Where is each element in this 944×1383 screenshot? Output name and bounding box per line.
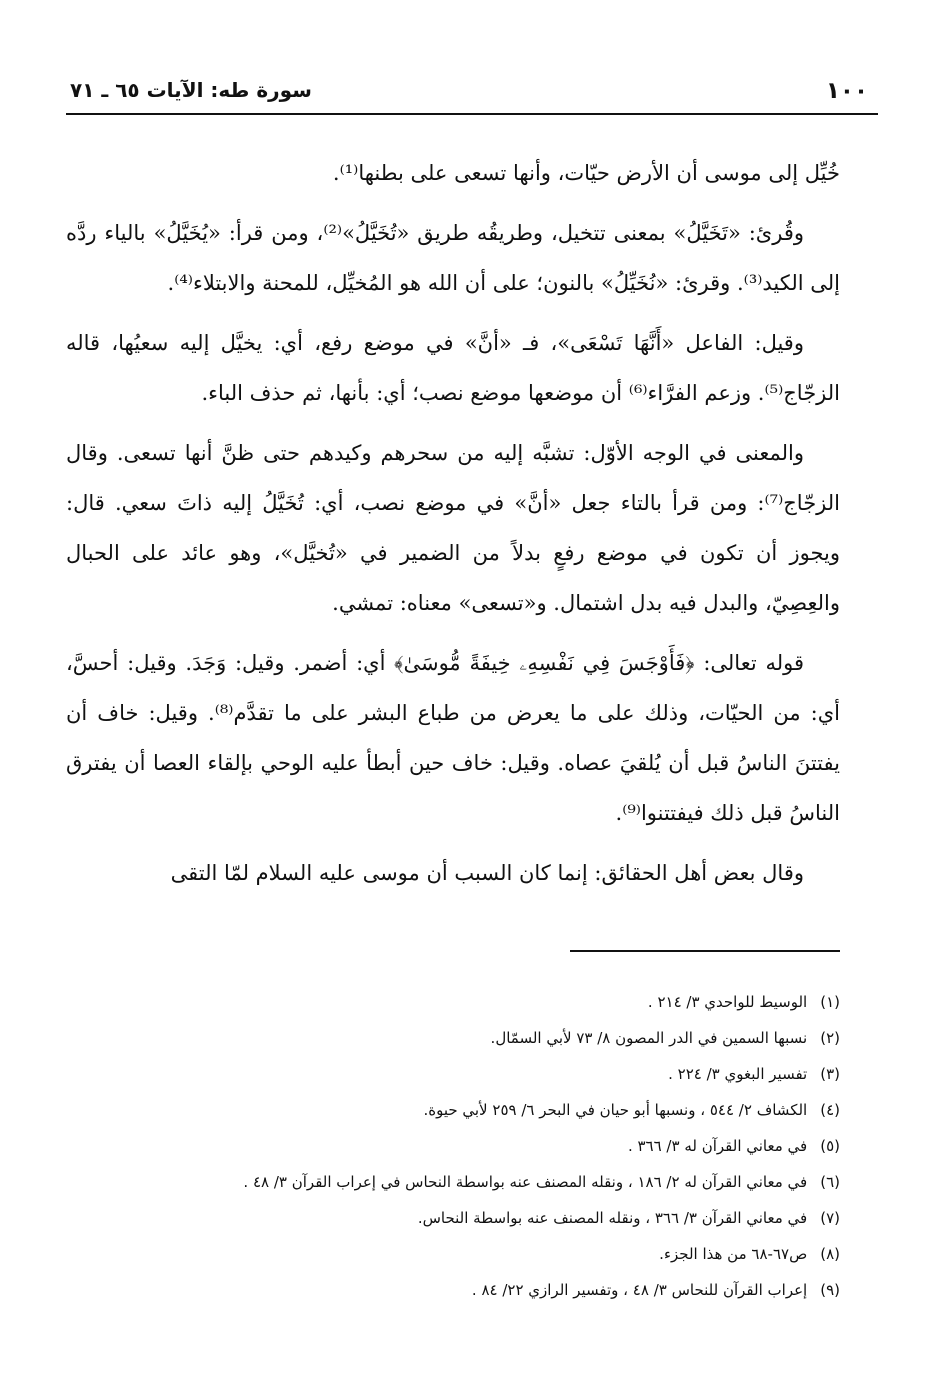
footnote-number: (٩) (820, 1281, 840, 1299)
footnote-text: تفسير البغوي ٣/ ٢٢٤ . (668, 1065, 808, 1083)
footnote-text: إعراب القرآن للنحاس ٣/ ٤٨ ، وتفسير الرازي ٢٢/ ٨٤ . (471, 1281, 808, 1299)
footnote-text: الكشاف ٢/ ٥٤٤ ، ونسبها أبو حيان في البحر ٦/ ٢٥٩ لأبي حيوة. (423, 1101, 808, 1119)
footnote-text: في معاني القرآن له ٣/ ٣٦٦ . (627, 1137, 808, 1155)
main-text (66, 148, 840, 908)
running-title: سورة طه: الآيات ٦٥ ـ ٧١ (70, 78, 312, 102)
footnote (100, 984, 840, 1020)
footnote-separator (570, 950, 840, 952)
footnote (100, 1092, 840, 1128)
footnote-text: في معاني القرآن له ٢/ ١٨٦ ، ونقله المصنف عنه بواسطة النحاس في إعراب القرآن ٣/ ٤٨ . (243, 1173, 808, 1191)
footnote-text: ص٦٧-٦٨ من هذا الجزء. (659, 1245, 808, 1263)
footnote (100, 1056, 840, 1092)
footnote (100, 1164, 840, 1200)
footnotes (100, 984, 840, 1308)
page-header (66, 78, 878, 112)
paragraph: قوله تعالى: ﴿فَأَوْجَسَ فِي نَفْسِهِۦ خِيفَةً مُّوسَىٰ﴾ أي: أضمر. وقيل: وَجَدَ. وقيل: أحسَّ، أي: من الحيّات، وذلك على ما يعرض من طباع البشر على ما تقدَّم⁽⁸⁾. وقيل: خاف أن يفتتنَ الناسُ قبل أن يُلقيَ عصاه. وقيل: خاف حين أبطأ عليه الوحي بإلقاء العصا أن يفترق الناسُ قبل ذلك فيفتتنوا⁽⁹⁾. (66, 651, 840, 825)
footnote (100, 1200, 840, 1236)
footnote-number: (١) (820, 993, 840, 1011)
paragraph: وقيل: الفاعل «أَنَّهَا تَسْعَى»، فـ «أنَّ» في موضع رفع، أي: يخيَّل إليه سعيُها، قاله الزجّاج⁽⁵⁾. وزعم الفرَّاء⁽⁶⁾ أن موضعها موضع نصب؛ أي: بأنها، ثم حذف الباء. (66, 331, 840, 405)
paragraph: والمعنى في الوجه الأوّل: تشبَّه إليه من سحرهم وكيدهم حتى ظنَّ أنها تسعى. وقال الزجّاج⁽⁷⁾: ومن قرأ بالتاء جعل «أنَّ» في موضع نصب، أي: تُخَيَّلُ إليه ذاتَ سعي. قال: ويجوز أن تكون في موضع رفعٍ بدلاً من الضمير في «تُخيَّل»، وهو عائد على الحبال والعِصِيّ، والبدل فيه بدل اشتمال. و«تسعى» معناه: تمشي. (66, 441, 840, 615)
footnote-number: (٤) (820, 1101, 840, 1119)
footnote-number: (٨) (820, 1245, 840, 1263)
footnote-text: في معاني القرآن ٣/ ٣٦٦ ، ونقله المصنف عنه بواسطة النحاس. (417, 1209, 808, 1227)
footnote (100, 1020, 840, 1056)
header-rule (66, 113, 878, 115)
footnote-number: (٧) (820, 1209, 840, 1227)
paragraph: خُيِّل إلى موسى أن الأرض حيّات، وأنها تسعى على بطنها⁽¹⁾. (332, 161, 840, 185)
footnote (100, 1272, 840, 1308)
footnote (100, 1236, 840, 1272)
footnote-text: الوسيط للواحدي ٣/ ٢١٤ . (647, 993, 808, 1011)
footnote-number: (٢) (820, 1029, 840, 1047)
page-number: ١٠٠ (825, 78, 868, 104)
paragraph: وقُرئ: «تَخَيَّلُ» بمعنى تتخيل، وطريقُه طريق «تُخَيَّلُ»⁽²⁾، ومن قرأ: «يُخَيَّلُ» بالياء ردَّه إلى الكيد⁽³⁾. وقرئ: «نُخَيِّلُ» بالنون؛ على أن الله هو المُخيِّل، للمحنة والابتلاء⁽⁴⁾. (66, 221, 840, 295)
paragraph: وقال بعض أهل الحقائق: إنما كان السبب أن موسى عليه السلام لمّا التقى (170, 861, 804, 885)
footnote-number: (٥) (820, 1137, 840, 1155)
footnote (100, 1128, 840, 1164)
footnote-number: (٦) (820, 1173, 840, 1191)
footnote-text: نسبها السمين في الدر المصون ٨/ ٧٣ لأبي السمّال. (490, 1029, 808, 1047)
footnote-number: (٣) (820, 1065, 840, 1083)
